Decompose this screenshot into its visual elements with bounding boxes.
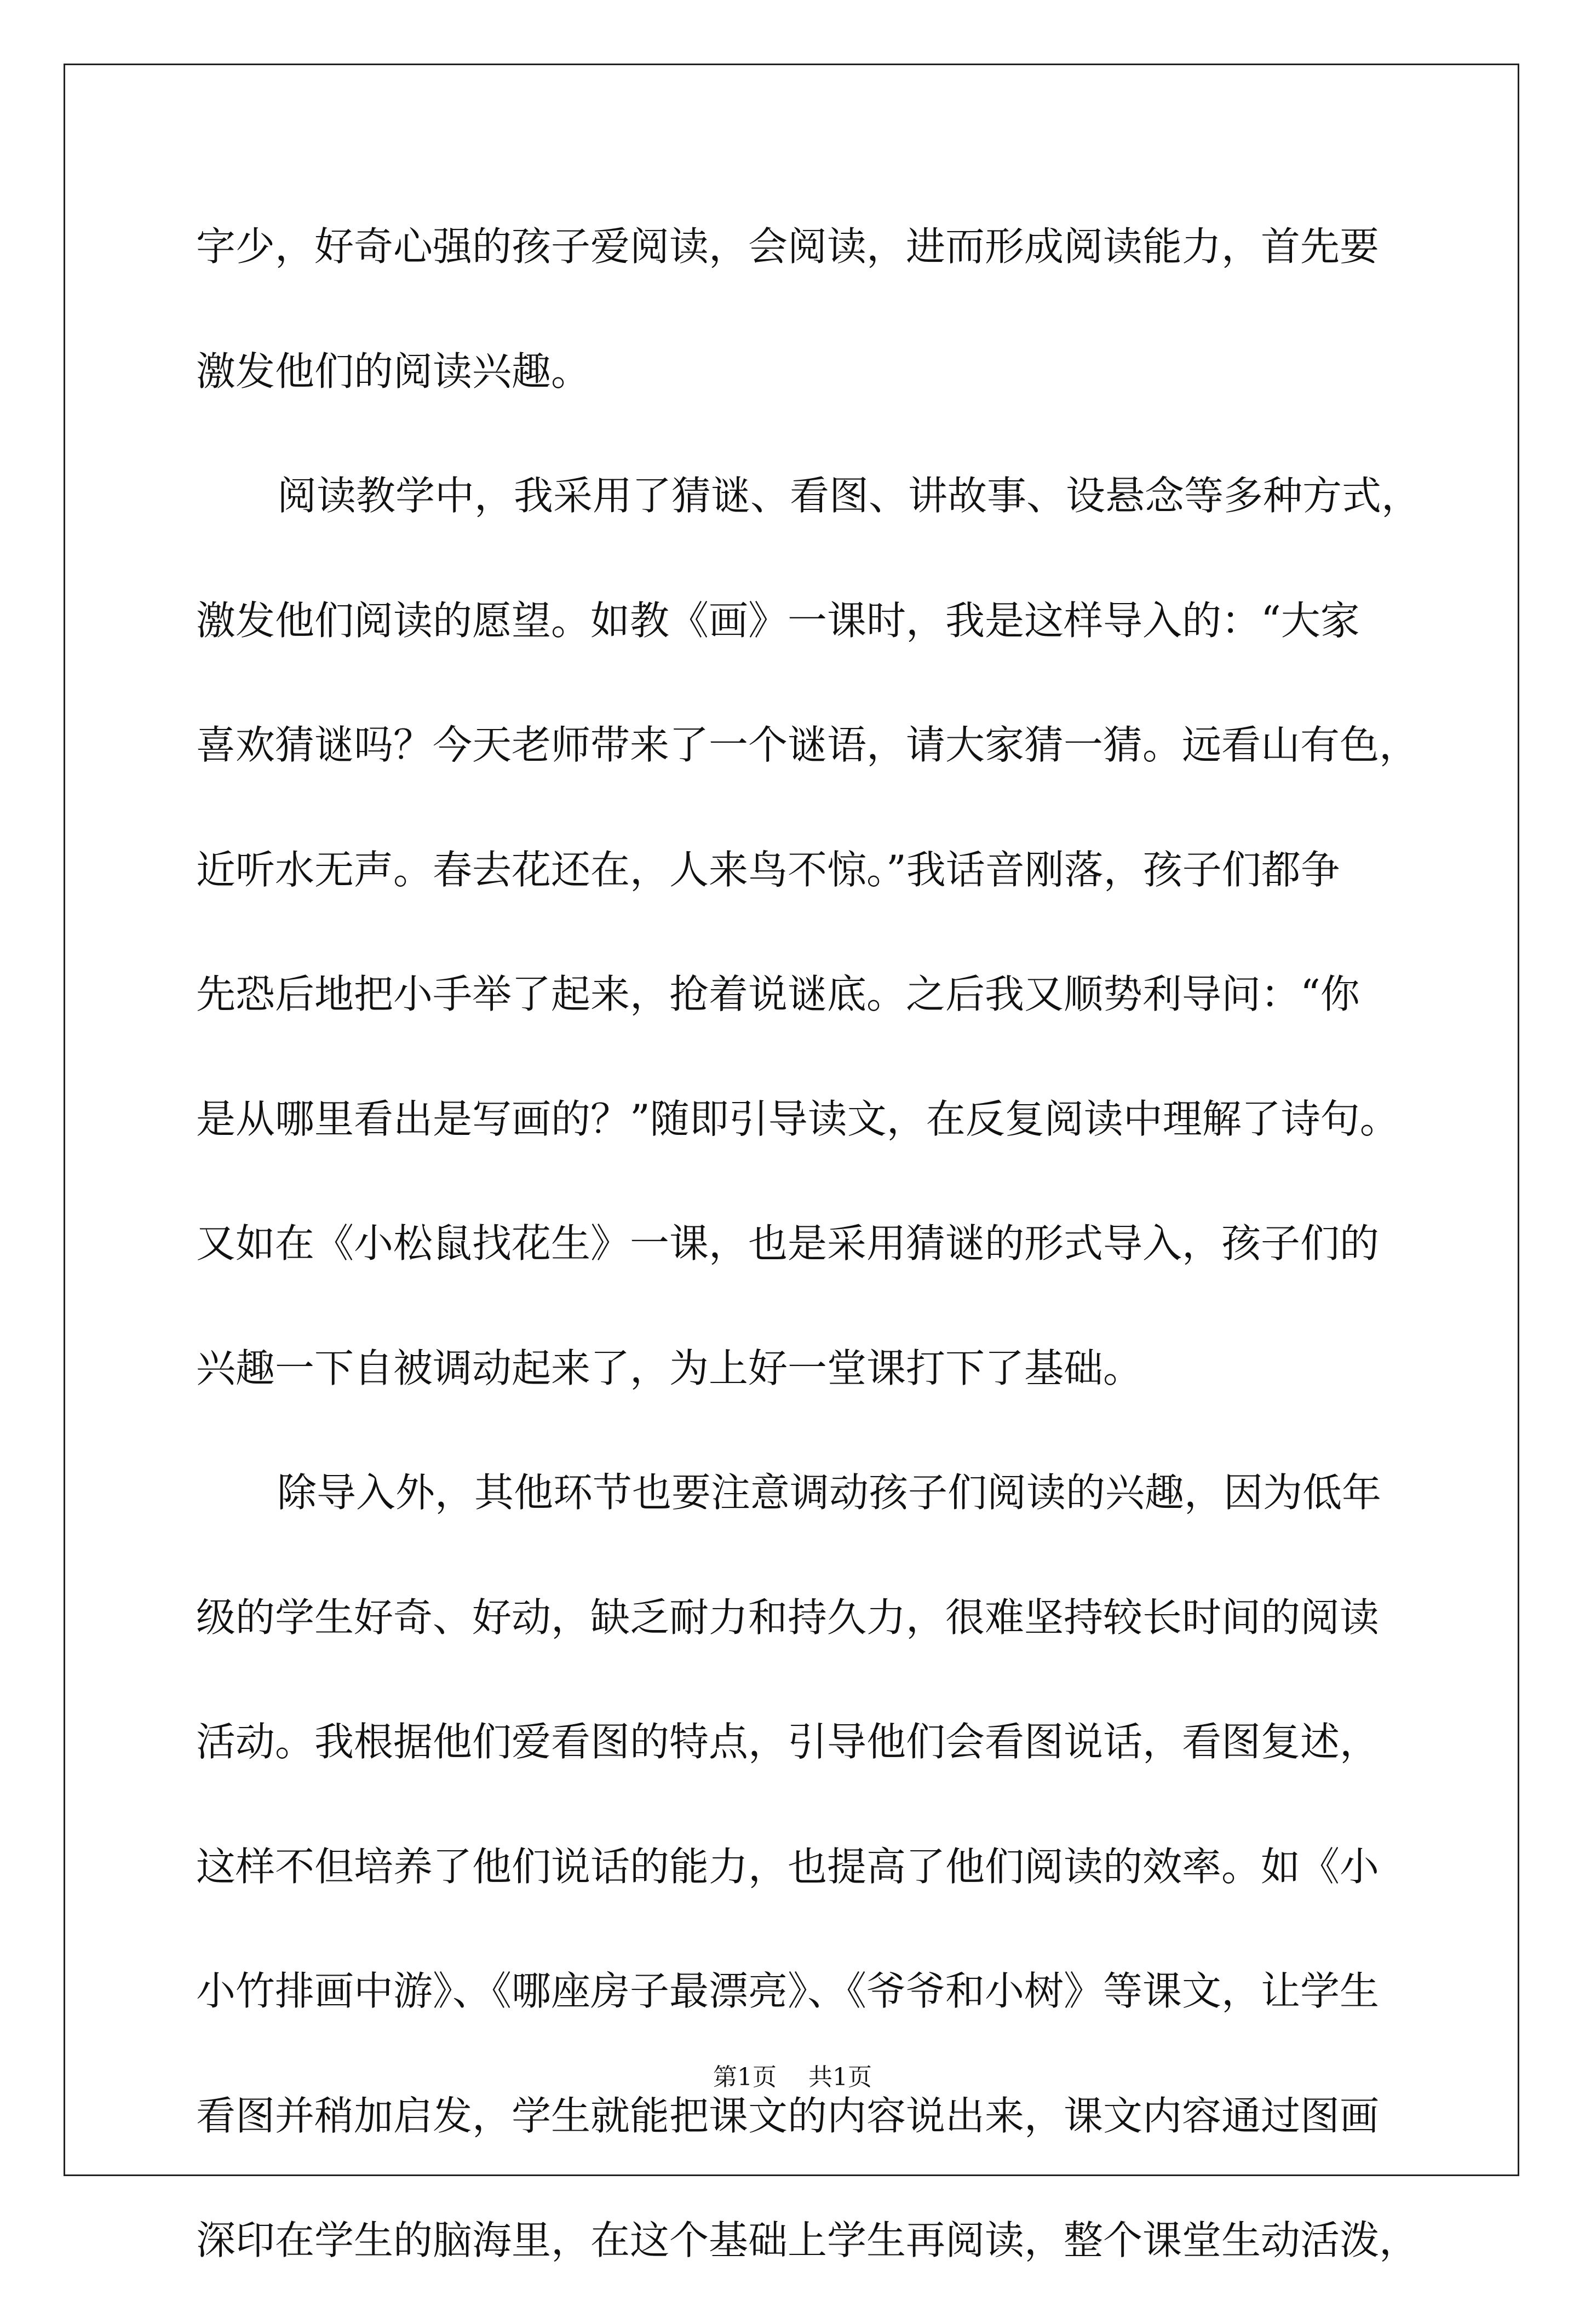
- text-line: 活动。我根据他们爱看图的特点，引导他们会看图说话，看图复述，: [196, 1719, 1380, 1765]
- text-line: 字少，好奇心强的孩子爱阅读，会阅读，进而形成阅读能力，首先要: [196, 223, 1380, 269]
- text-line: 激发他们的阅读兴趣。: [196, 348, 591, 394]
- text-line: 这样不但培养了他们说话的能力，也提高了他们阅读的效率。如《小: [196, 1843, 1380, 1890]
- page-number: 第1页: [713, 2063, 777, 2091]
- page-total: 共1页: [808, 2063, 872, 2091]
- text-line: 深印在学生的脑海里，在这个基础上学生再阅读，整个课堂生动活泼，: [196, 2217, 1419, 2263]
- text-line: 级的学生好奇、好动，缺乏耐力和持久力，很难坚持较长时间的阅读: [196, 1594, 1380, 1640]
- paragraph-first-line: 除导入外，其他环节也要注意调动孩子们阅读的兴趣，因为低年: [277, 1470, 1382, 1516]
- text-line: 看图并稍加启发，学生就能把课文的内容说出来，课文内容通过图画: [196, 2092, 1380, 2139]
- text-line: 是从哪里看出是写画的？”随即引导读文，在反复阅读中理解了诗句。: [196, 1095, 1399, 1142]
- page-footer: [0, 2057, 1585, 2092]
- document-body: [196, 205, 1421, 2324]
- text-line: 喜欢猜谜吗？今天老师带来了一个谜语，请大家猜一猜。远看山有色，: [196, 722, 1419, 768]
- text-line: 又如在《小松鼠找花生》一课，也是采用猜谜的形式导入，孩子们的: [196, 1220, 1380, 1266]
- text-line: 小竹排画中游》、《哪座房子最漂亮》、《爷爷和小树》等课文，让学生: [196, 1968, 1380, 2014]
- text-line: 先恐后地把小手举了起来，抢着说谜底。之后我又顺势利导问：“你: [196, 971, 1360, 1017]
- text-line: 兴趣一下自被调动起来了，为上好一堂课打下了基础。: [196, 1345, 1143, 1391]
- paragraph-first-line: 阅读教学中，我采用了猜谜、看图、讲故事、设悬念等多种方式，: [277, 473, 1421, 519]
- text-line: 近听水无声。春去花还在，人来鸟不惊。”我话音刚落，孩子们都争: [196, 846, 1340, 893]
- text-line: 激发他们阅读的愿望。如教《画》一课时，我是这样导入的：“大家: [196, 597, 1360, 644]
